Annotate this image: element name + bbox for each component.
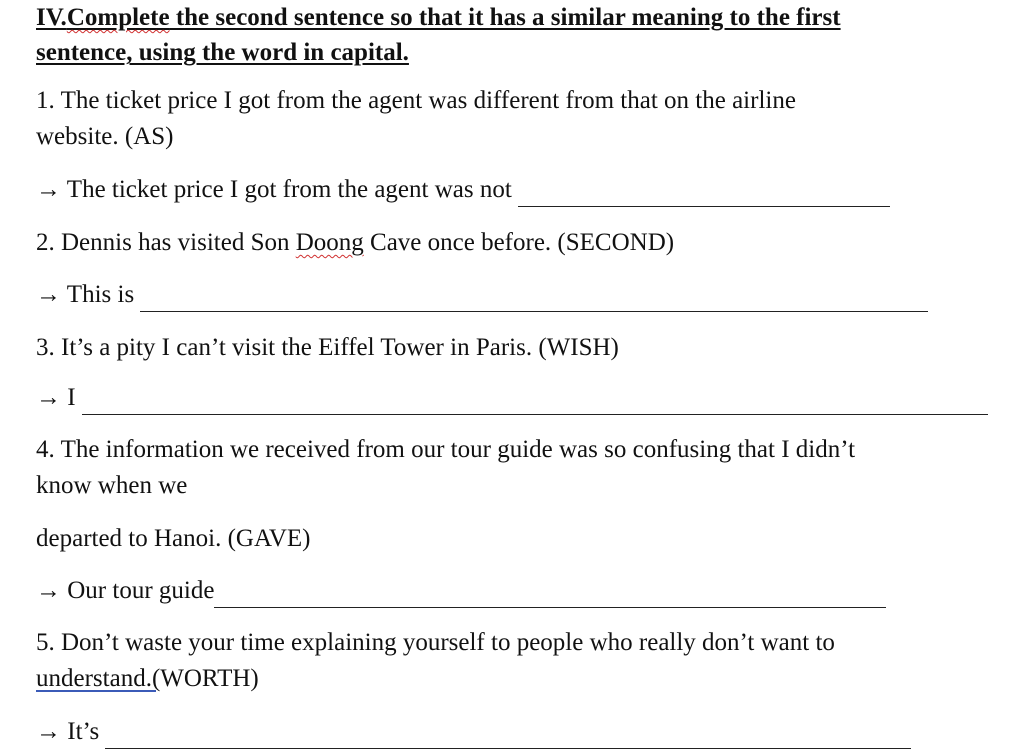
question-2: [36, 225, 674, 260]
answer-row-5: [36, 714, 911, 749]
question-text: The information we received from our tour guide was so confusing that I didn’t: [60, 436, 856, 463]
answer-prefix: → It’s: [36, 718, 100, 745]
answer-prefix: → I: [36, 384, 76, 411]
heading-flagged-word: Complete: [66, 4, 170, 31]
question-number: 5.: [36, 629, 55, 656]
answer-row-3: [36, 380, 988, 415]
question-flagged-word: Doong: [295, 229, 364, 256]
question-text-cont: WORTH): [160, 665, 259, 692]
question-text: It’s a pity I can’t visit the Eiffel Tower in Paris. (WISH): [61, 334, 619, 361]
exercise-heading: [36, 0, 996, 70]
answer-row-2: [36, 277, 928, 312]
heading-rest: the second sentence so that it has a similar meaning to the first: [169, 4, 841, 31]
question-4: [36, 432, 996, 504]
answer-prefix: → This is: [36, 281, 135, 308]
answer-row-1: [36, 172, 890, 207]
question-text-cont: website. (AS): [36, 123, 174, 150]
question-text: Dennis has visited Son: [61, 229, 296, 256]
question-1: [36, 83, 996, 155]
answer-row-4: [36, 573, 886, 608]
question-3: [36, 330, 619, 365]
question-text-cont: departed to Hanoi. (GAVE): [36, 525, 311, 552]
question-5: [36, 625, 996, 697]
answer-blank-3[interactable]: [82, 386, 988, 415]
question-text-cont: Cave once before. (SECOND): [363, 229, 675, 256]
answer-blank-2[interactable]: [140, 283, 928, 312]
answer-prefix: → Our tour guide: [36, 577, 215, 604]
heading-line2: sentence, using the word in capital.: [36, 39, 409, 66]
question-text-cont: know when we: [36, 472, 188, 499]
answer-prefix: → The ticket price I got from the agent was not: [36, 176, 512, 203]
answer-blank-4[interactable]: [214, 579, 886, 608]
question-number: 1.: [36, 87, 55, 114]
question-number: 2.: [36, 229, 55, 256]
question-number: 3.: [36, 334, 55, 361]
question-4-line3: [36, 521, 310, 556]
answer-blank-1[interactable]: [518, 178, 890, 207]
answer-blank-5[interactable]: [105, 720, 911, 749]
heading-prefix: IV.: [36, 4, 67, 31]
question-text: The ticket price I got from the agent was different from that on the airline: [60, 87, 796, 114]
question-number: 4.: [36, 436, 55, 463]
question-text: Don’t waste your time explaining yourself to people who really don’t want to: [61, 629, 835, 656]
question-flagged-word: understand.(: [36, 665, 161, 692]
